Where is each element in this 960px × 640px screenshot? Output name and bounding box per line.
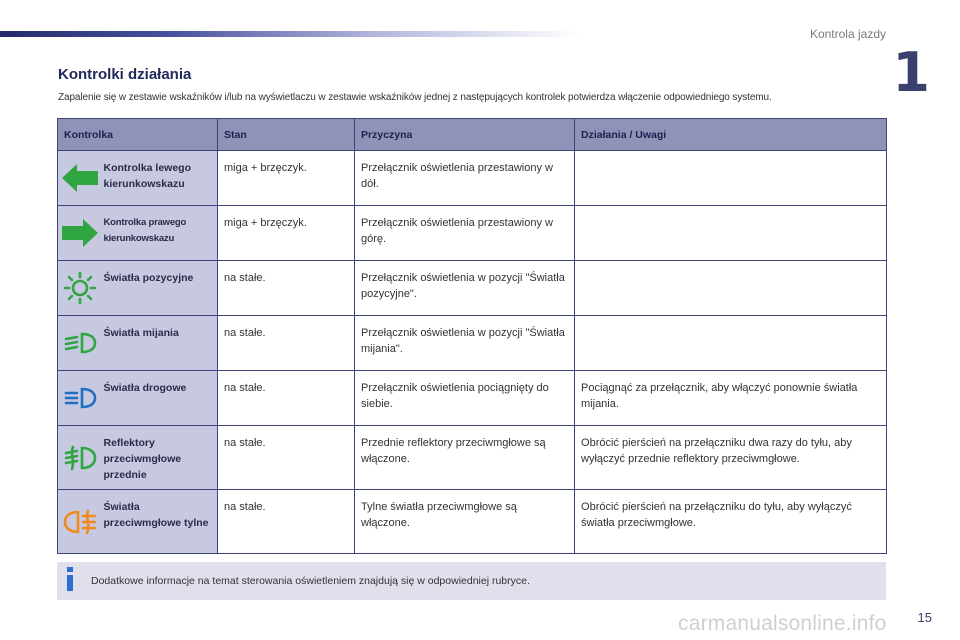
lamp-cause: Przełącznik oświetlenia przestawiony w dół. (355, 151, 575, 206)
rear-fog-lights-icon (63, 509, 97, 535)
table-header-row (58, 119, 887, 151)
lamp-action (575, 206, 887, 261)
lamp-icon-cell (58, 316, 102, 371)
column-header-dzialania: Działania / Uwagi (575, 119, 887, 151)
column-header-stan: Stan (218, 119, 355, 151)
lamp-cause: Przełącznik oświetlenia pociągnięty do siebie. (355, 371, 575, 426)
lamp-icon-cell (58, 371, 102, 426)
page-number: 15 (917, 610, 932, 625)
table-row (58, 261, 887, 316)
table-row (58, 206, 887, 261)
lamp-cause: Przełącznik oświetlenia przestawiony w górę. (355, 206, 575, 261)
chapter-title: Kontrola jazdy (809, 27, 886, 41)
lamp-cause: Przednie reflektory przeciwmgłowe są włączone. (355, 426, 575, 490)
high-beam-icon (63, 386, 97, 410)
chapter-number: 1 (892, 41, 930, 104)
header-gradient-bar (0, 31, 580, 37)
lamp-name: Kontrolka lewego kierunkowskazu (102, 151, 218, 206)
watermark: carmanualsonline.info (678, 612, 887, 635)
lamp-state: miga + brzęczyk. (218, 151, 355, 206)
table-row (58, 151, 887, 206)
lamp-action: Obrócić pierścień na przełączniku do tyłu, aby wyłączyć światła przeciwmgłowe. (575, 490, 887, 554)
column-header-przyczyna: Przyczyna (355, 119, 575, 151)
lamp-state: na stałe. (218, 426, 355, 490)
lamp-cause: Tylne światła przeciwmgłowe są włączone. (355, 490, 575, 554)
position-lights-icon (63, 271, 97, 305)
column-header-kontrolka: Kontrolka (58, 119, 218, 151)
lamp-cause: Przełącznik oświetlenia w pozycji "Światła mijania". (355, 316, 575, 371)
lamp-action: Pociągnąć za przełącznik, aby włączyć ponownie światła mijania. (575, 371, 887, 426)
low-beam-icon (63, 331, 97, 355)
lamp-icon-cell (58, 206, 102, 261)
lamp-name: Światła mijania (102, 316, 218, 371)
lamp-state: na stałe. (218, 371, 355, 426)
lamp-name: Kontrolka prawego kierunkowskazu (102, 206, 218, 261)
warning-lamps-table (57, 118, 887, 554)
lamp-action (575, 151, 887, 206)
section-title: Kontrolki działania (58, 66, 192, 83)
lamp-name: Światła pozycyjne (102, 261, 218, 316)
info-icon (65, 567, 75, 591)
table-row (58, 490, 887, 554)
lamp-state: na stałe. (218, 261, 355, 316)
info-text: Dodatkowe informacje na temat sterowania oświetleniem znajdują się w odpowiedniej rubryce. (91, 575, 530, 587)
table-row (58, 316, 887, 371)
lamp-name: Reflektory przeciwmgłowe przednie (102, 426, 218, 490)
lamp-name: Światła przeciwmgłowe tylne (102, 490, 218, 554)
lamp-cause: Przełącznik oświetlenia w pozycji "Światła pozycyjne". (355, 261, 575, 316)
lamp-state: na stałe. (218, 316, 355, 371)
lamp-state: na stałe. (218, 490, 355, 554)
front-fog-lights-icon (63, 445, 97, 471)
lamp-action: Obrócić pierścień na przełączniku dwa razy do tyłu, aby wyłączyć przednie reflektory przeciwmgłowe. (575, 426, 887, 490)
right-turn-arrow-icon (61, 218, 99, 248)
lamp-state: miga + brzęczyk. (218, 206, 355, 261)
section-intro: Zapalenie się w zestawie wskaźników i/lub na wyświetlaczu w zestawie wskaźników jednej z następujących kontrolek potwierdza włączenie odpowiedniego systemu. (58, 92, 772, 103)
table-row (58, 371, 887, 426)
info-box (57, 562, 886, 600)
left-turn-arrow-icon (61, 163, 99, 193)
lamp-action (575, 316, 887, 371)
lamp-icon-cell (58, 151, 102, 206)
lamp-icon-cell (58, 261, 102, 316)
lamp-icon-cell (58, 490, 102, 554)
table-row (58, 426, 887, 490)
lamp-action (575, 261, 887, 316)
lamp-name: Światła drogowe (102, 371, 218, 426)
lamp-icon-cell (58, 426, 102, 490)
